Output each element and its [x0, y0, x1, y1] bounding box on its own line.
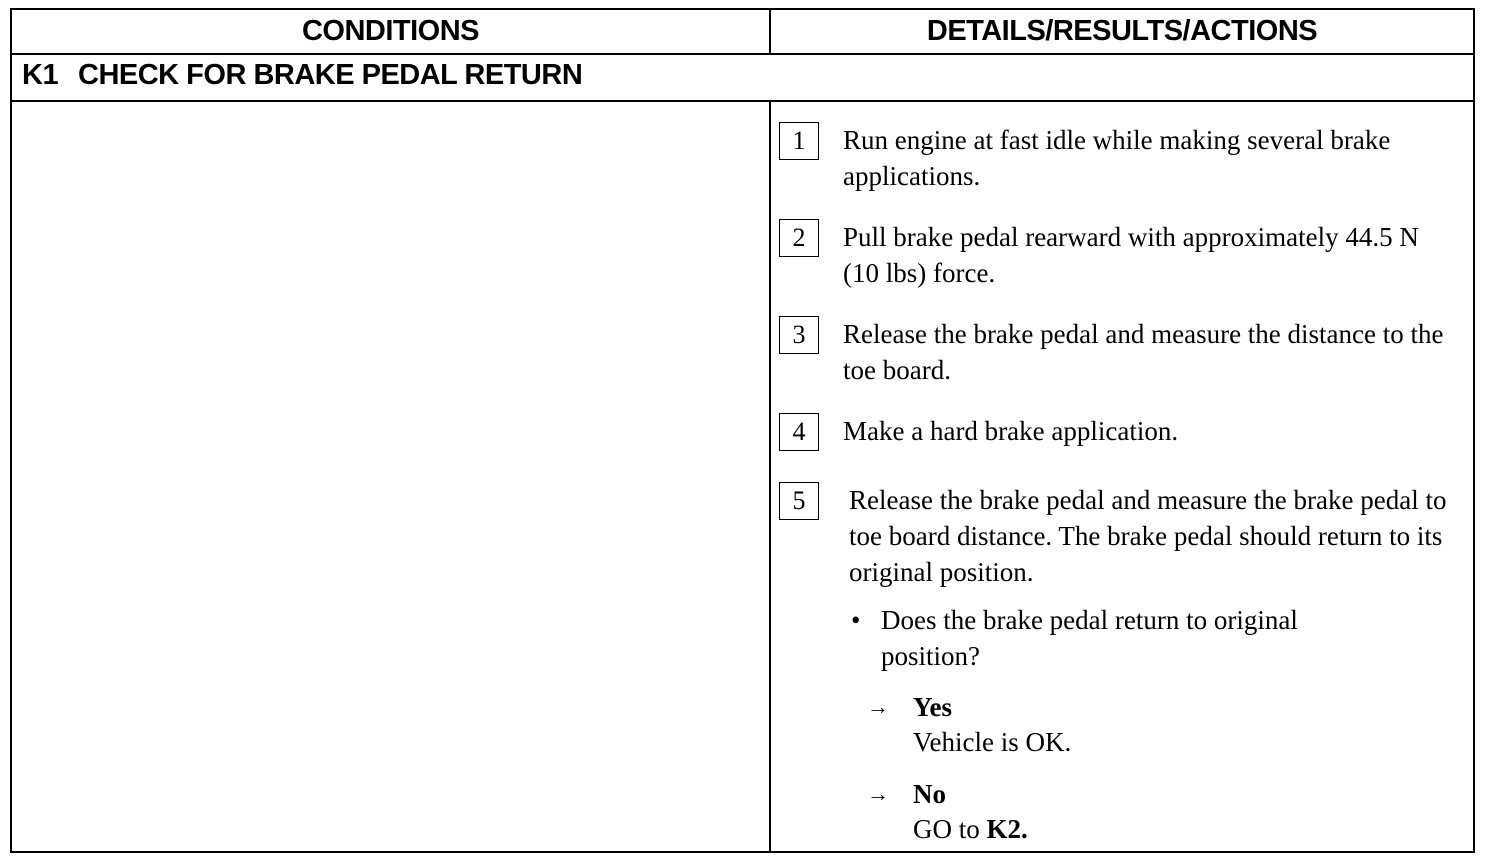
- details-cell: [771, 102, 1473, 851]
- answer-label: Yes: [913, 692, 952, 722]
- step-text: Release the brake pedal and measure the brake pedal to toe board distance. The brake pedal should return to its original position.: [849, 485, 1447, 587]
- conditions-header: CONDITIONS: [12, 10, 771, 53]
- procedure-table: [10, 8, 1475, 853]
- details-header: DETAILS/RESULTS/ACTIONS: [926, 15, 1318, 47]
- question-text: Does the brake pedal return to original position?: [881, 605, 1298, 671]
- step-number: 3: [779, 316, 819, 354]
- step-text: Run engine at fast idle while making several brake applications.: [843, 125, 1391, 191]
- answer-label: No: [913, 779, 946, 809]
- answer-text: [913, 811, 1028, 847]
- goto-target-link: K2.: [986, 814, 1028, 844]
- section-title: CHECK FOR BRAKE PEDAL RETURN: [78, 59, 583, 91]
- step-text: Release the brake pedal and measure the distance to the toe board.: [843, 319, 1444, 385]
- section-heading: [22, 59, 582, 92]
- step-number: 1: [779, 122, 819, 160]
- section-id: K1: [22, 59, 59, 91]
- arrow-right-icon: →: [867, 781, 889, 806]
- conditions-cell: [12, 102, 771, 851]
- answer-text: Vehicle is OK.: [913, 727, 1072, 757]
- section-row: [12, 55, 1473, 102]
- step-text: Pull brake pedal rearward with approximately 44.5 N (10 lbs) force.: [843, 222, 1419, 288]
- bullet-icon: •: [851, 605, 861, 635]
- table-header-row: [12, 10, 1473, 55]
- arrow-right-icon: →: [867, 694, 889, 719]
- answer-text-prefix: GO to: [913, 814, 987, 844]
- step-number: 5: [779, 482, 819, 520]
- step-text: Make a hard brake application.: [843, 416, 1179, 446]
- step-number: 2: [779, 219, 819, 257]
- step-number: 4: [779, 413, 819, 451]
